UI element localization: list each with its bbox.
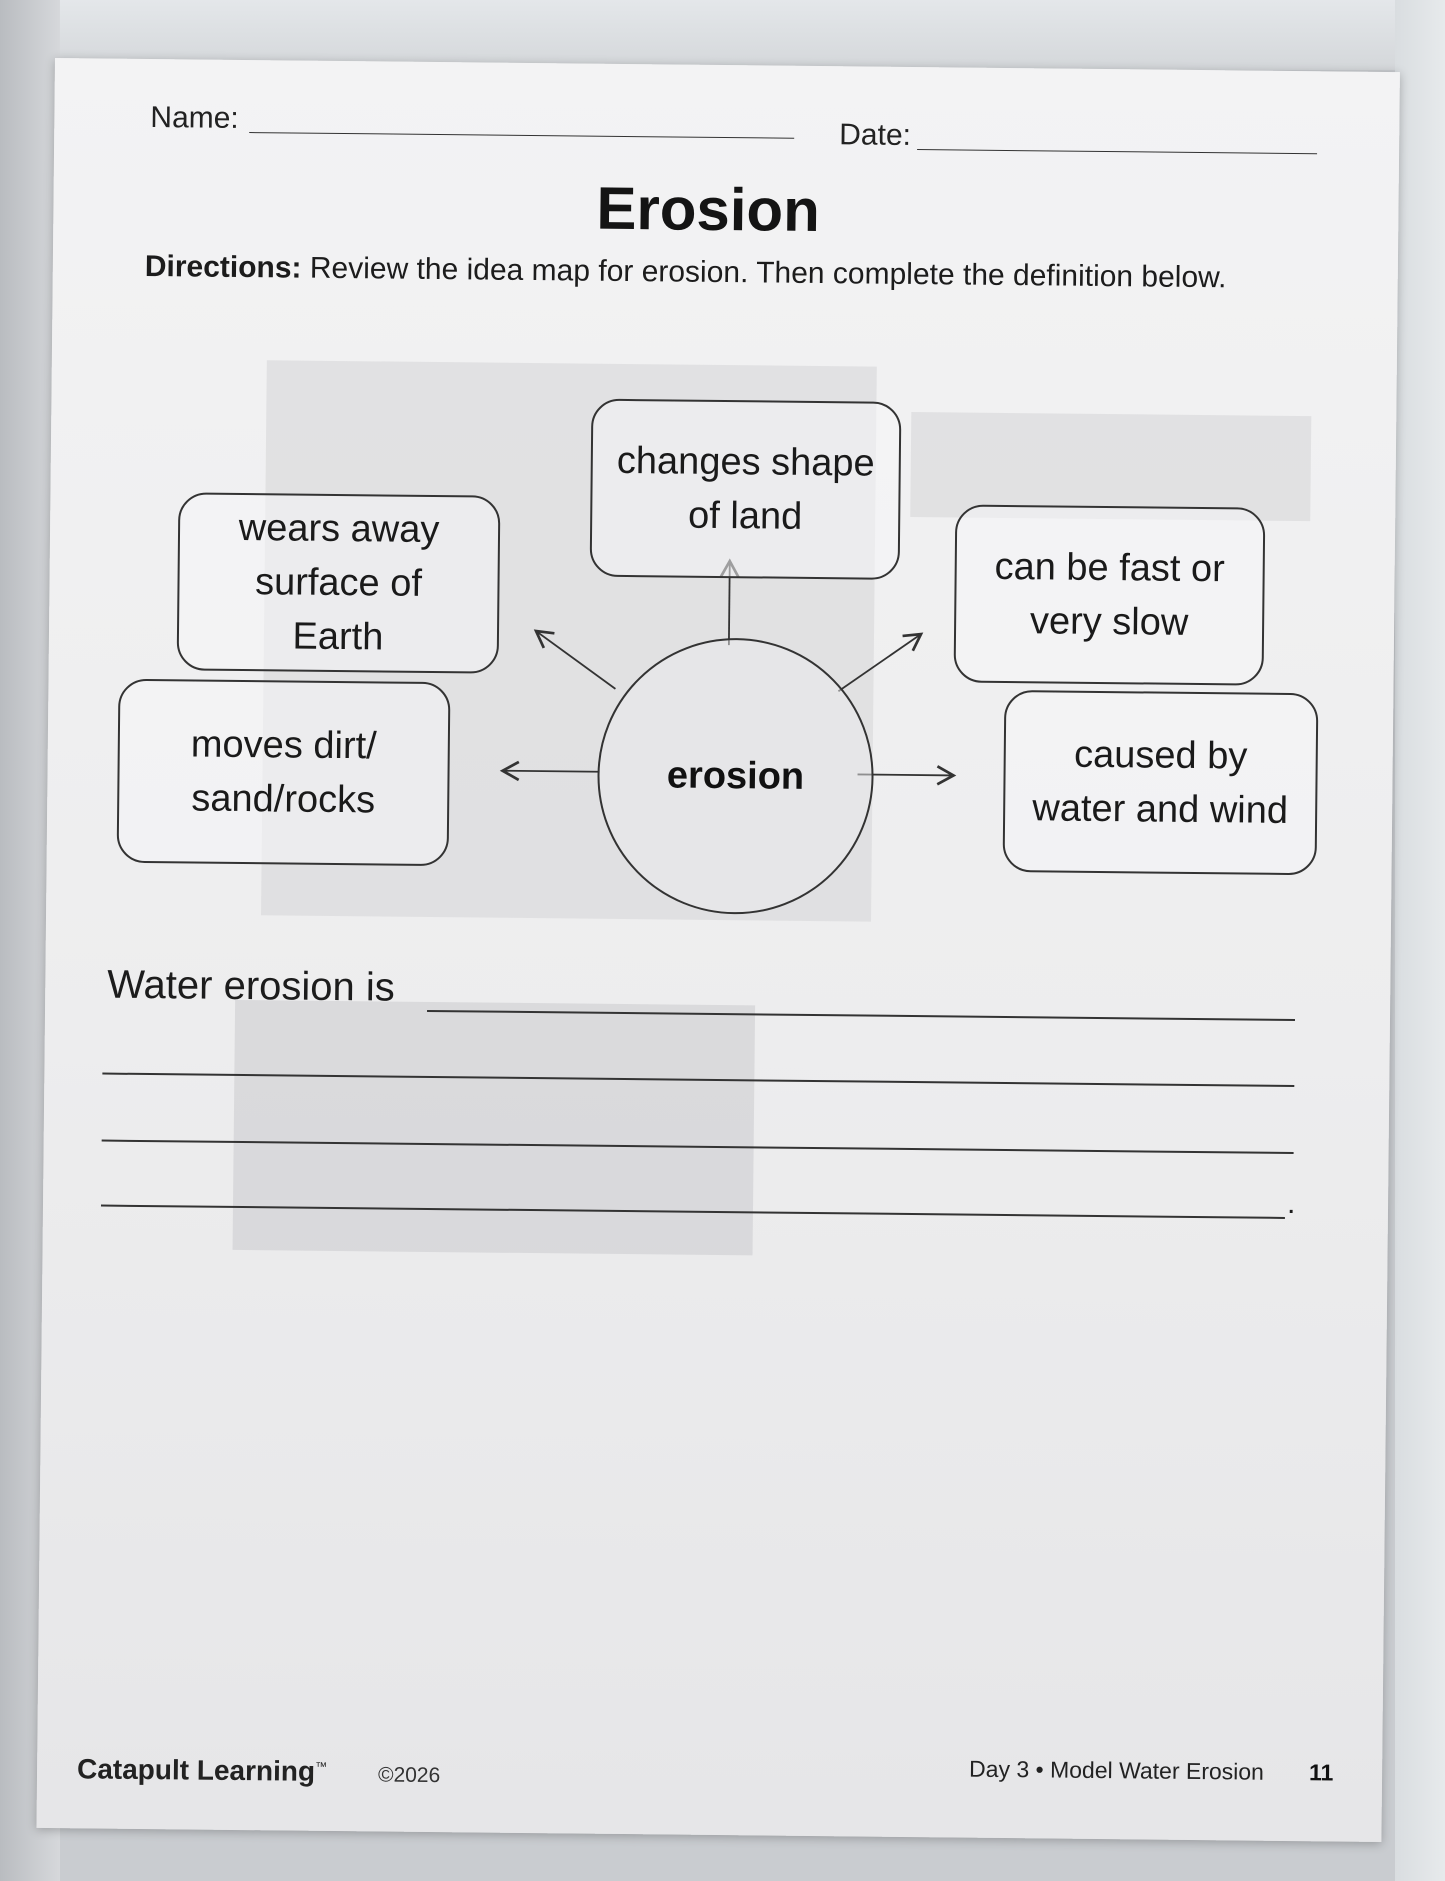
idea-node-wears-away: wears away surface of Earth: [177, 492, 501, 673]
arrow-left: [503, 771, 600, 772]
page-number: 11: [1308, 1759, 1334, 1786]
worksheet-page: [36, 58, 1399, 1842]
arrow-upper-left: [535, 631, 616, 689]
lesson-title: Day 3 • Model Water Erosion: [969, 1755, 1265, 1785]
publisher-brand: [77, 1753, 327, 1788]
brand-name: Catapult Learning: [76, 1753, 316, 1787]
definition-end-mark: .: [1286, 1186, 1296, 1221]
idea-node-fast-or-slow: can be fast or very slow: [954, 504, 1266, 685]
idea-node-moves-dirt: moves dirt/ sand/rocks: [117, 679, 451, 866]
trademark-mark: ™: [315, 1759, 328, 1774]
directions-label: Directions:: [144, 249, 302, 285]
idea-node-changes-shape: changes shape of land: [590, 399, 902, 580]
background-right: [1395, 0, 1445, 1881]
idea-node-caused-by: caused by water and wind: [1003, 690, 1319, 875]
idea-map-center: erosion: [596, 637, 875, 916]
copyright: ©2026: [377, 1763, 441, 1788]
name-label: Name:: [150, 101, 239, 135]
definition-prompt: Water erosion is: [107, 962, 396, 1010]
directions-text: Review the idea map for erosion. Then complete the definition below.: [309, 251, 1227, 295]
arrow-upper-right: [838, 633, 921, 692]
date-label: Date:: [839, 118, 912, 152]
page-title: Erosion: [596, 174, 821, 245]
